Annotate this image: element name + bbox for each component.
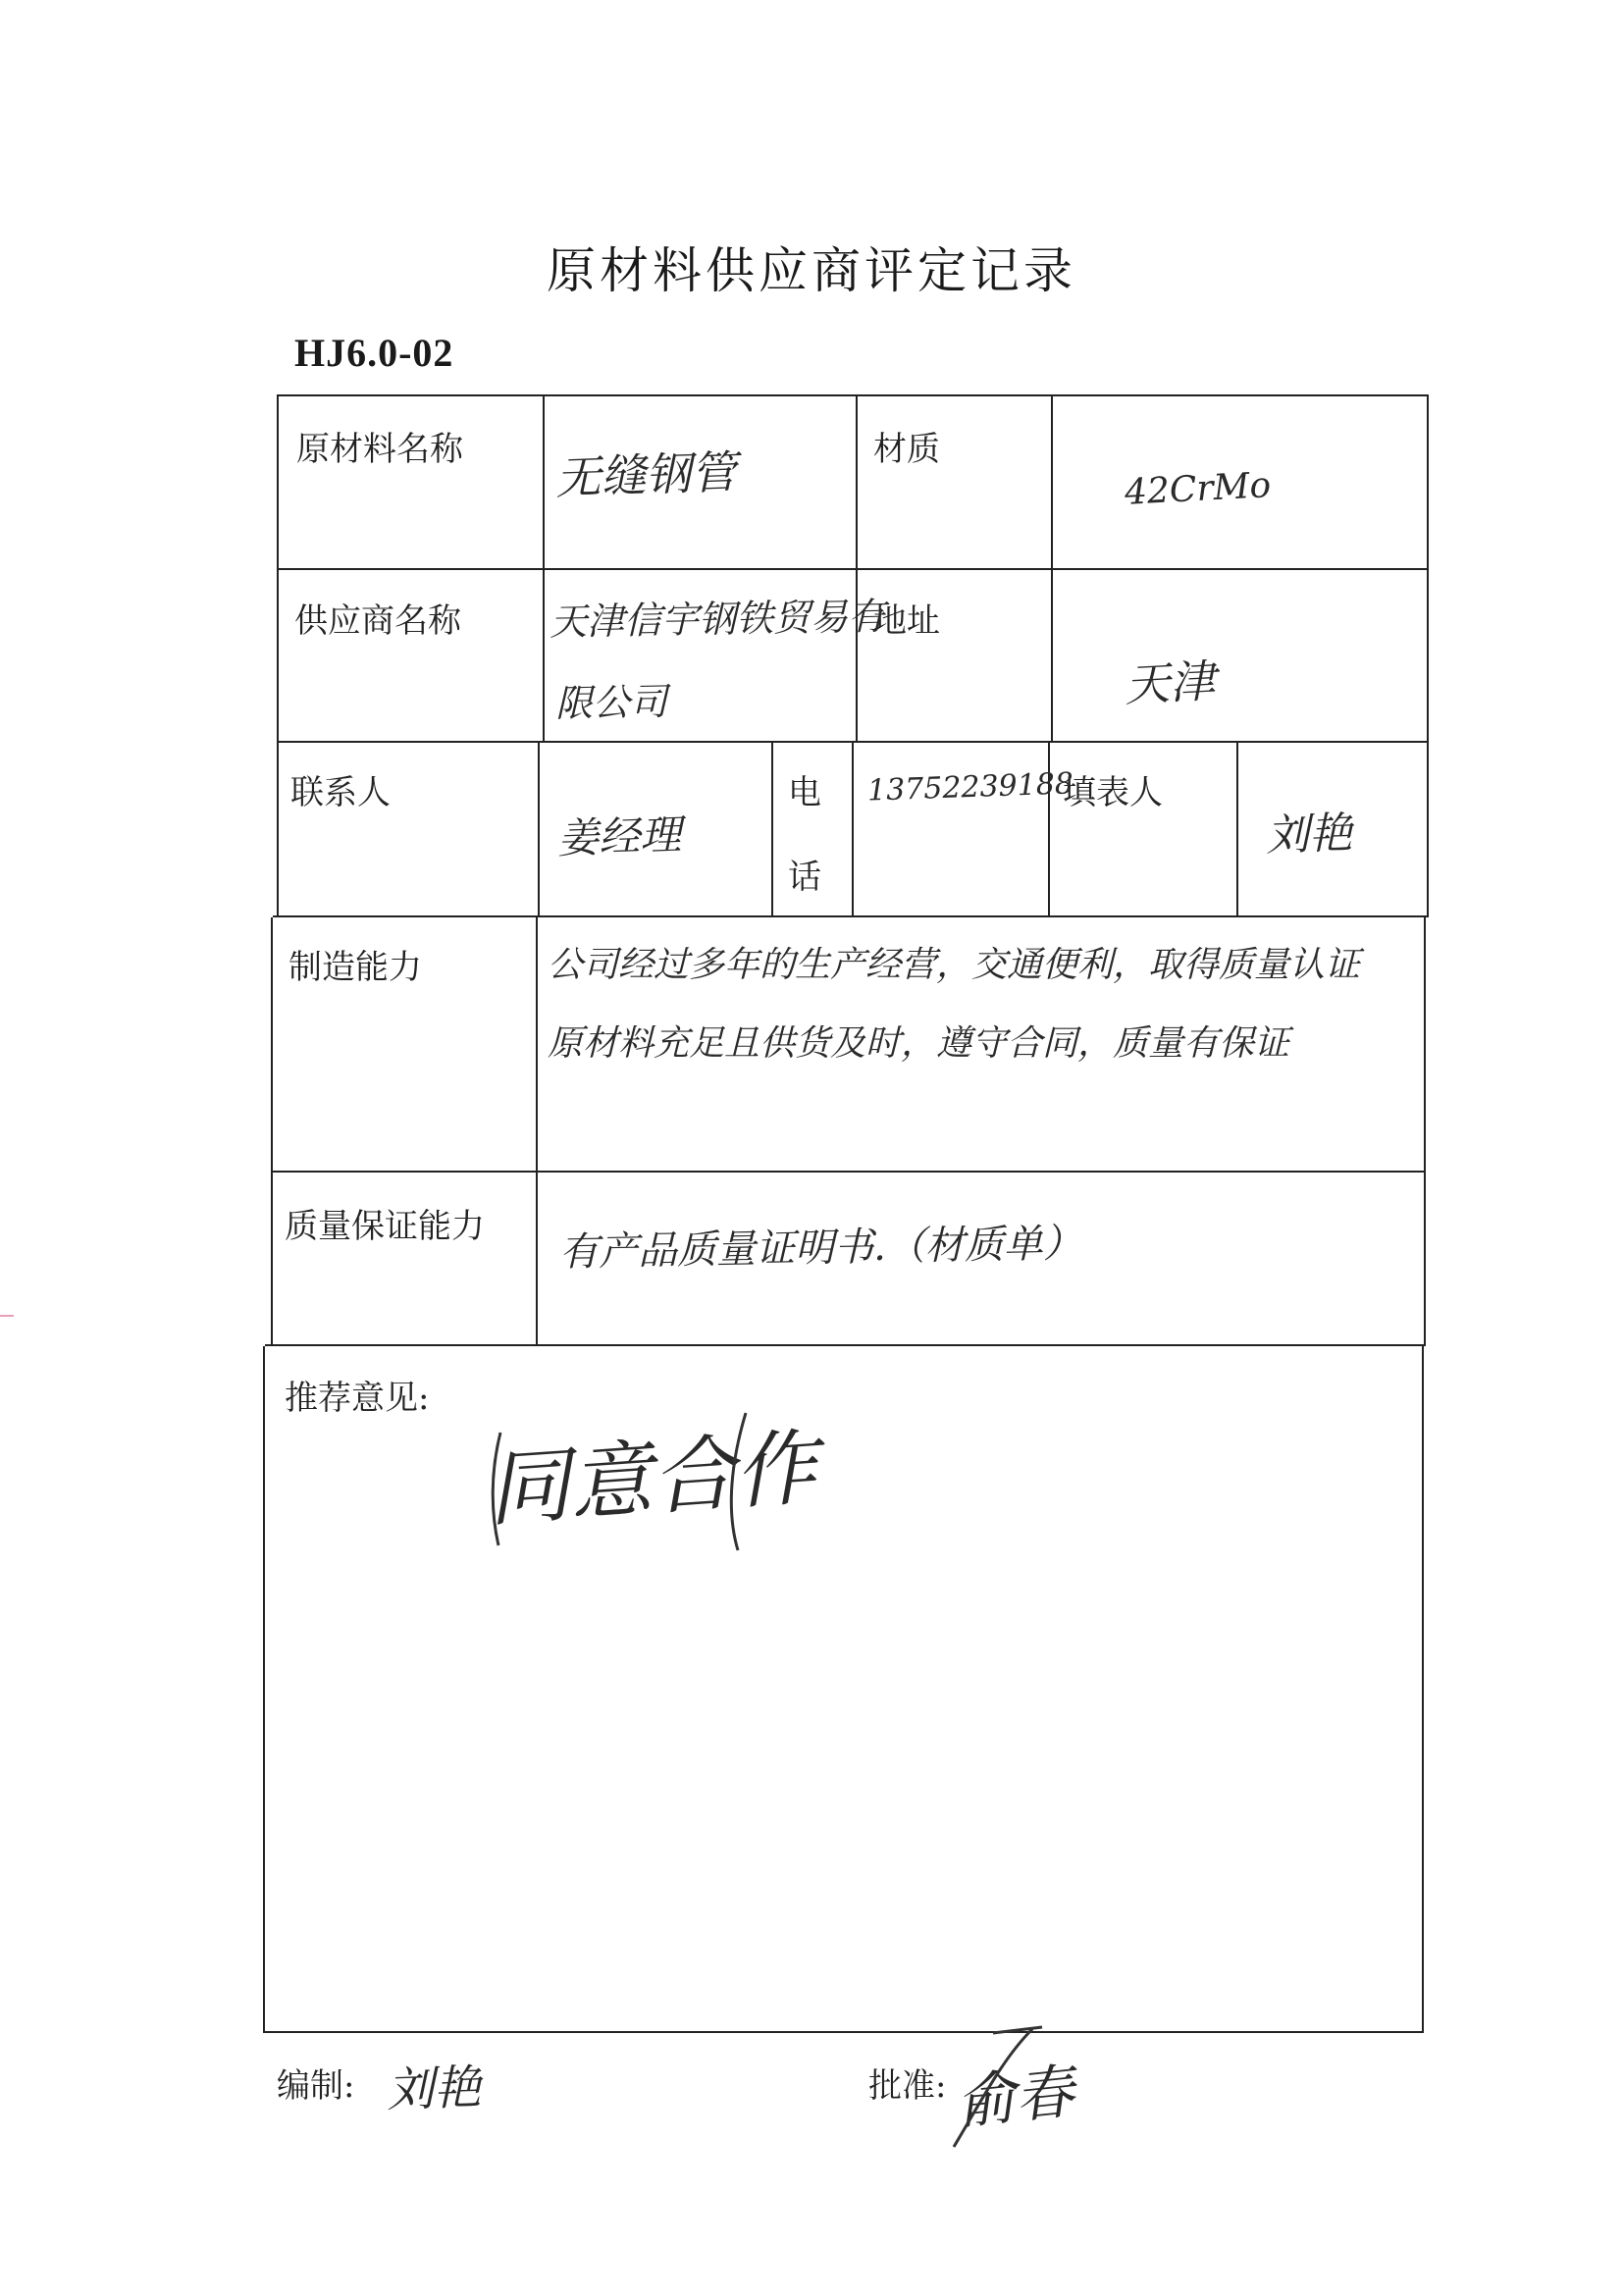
label-quality: 质量保证能力 [285, 1207, 485, 1246]
value-filled-by: 刘艳 [1265, 808, 1354, 861]
label-phone-2: 话 [788, 858, 821, 897]
document-code: HJ6.0-02 [294, 331, 454, 375]
label-capability: 制造能力 [288, 948, 422, 987]
value-supplier-name-1: 天津信宇钢铁贸易有 [549, 595, 886, 644]
value-recommendation: 同意合作 [484, 1419, 820, 1539]
value-phone: 13752239188 [866, 766, 1074, 809]
label-recommendation: 推荐意见: [285, 1379, 430, 1418]
value-capability-line-2: 原材料充足且供货及时，遵守合同，质量有保证 [548, 1023, 1290, 1064]
value-material-name: 无缝钢管 [554, 444, 737, 505]
document-title: 原材料供应商评定记录 [547, 242, 1076, 299]
label-contact: 联系人 [290, 773, 391, 812]
label-filled-by: 填表人 [1063, 773, 1163, 812]
label-phone-1: 电 [788, 773, 821, 812]
label-material-grade: 材质 [873, 430, 940, 469]
value-address: 天津 [1123, 653, 1217, 712]
label-supplier-name: 供应商名称 [294, 601, 461, 641]
label-approved-by: 批准: [868, 2066, 947, 2106]
value-material-grade: 42CrMo [1124, 465, 1273, 513]
value-contact: 姜经理 [556, 809, 682, 863]
value-approved-by: 俞春 [953, 2057, 1077, 2139]
value-supplier-name-2: 限公司 [554, 680, 668, 725]
label-prepared-by: 编制: [277, 2066, 355, 2106]
scan-margin-mark [0, 1315, 14, 1317]
value-capability-line-1: 公司经过多年的生产经营，交通便利，取得质量认证 [548, 945, 1361, 985]
label-address: 地址 [873, 601, 940, 641]
value-prepared-by: 刘艳 [386, 2060, 483, 2118]
recommendation-underline-icon [481, 1403, 795, 1560]
label-material-name: 原材料名称 [296, 430, 463, 469]
approval-signature-stroke-icon [934, 2019, 1091, 2157]
value-quality: 有产品质量证明书.（材质单） [558, 1221, 1083, 1276]
